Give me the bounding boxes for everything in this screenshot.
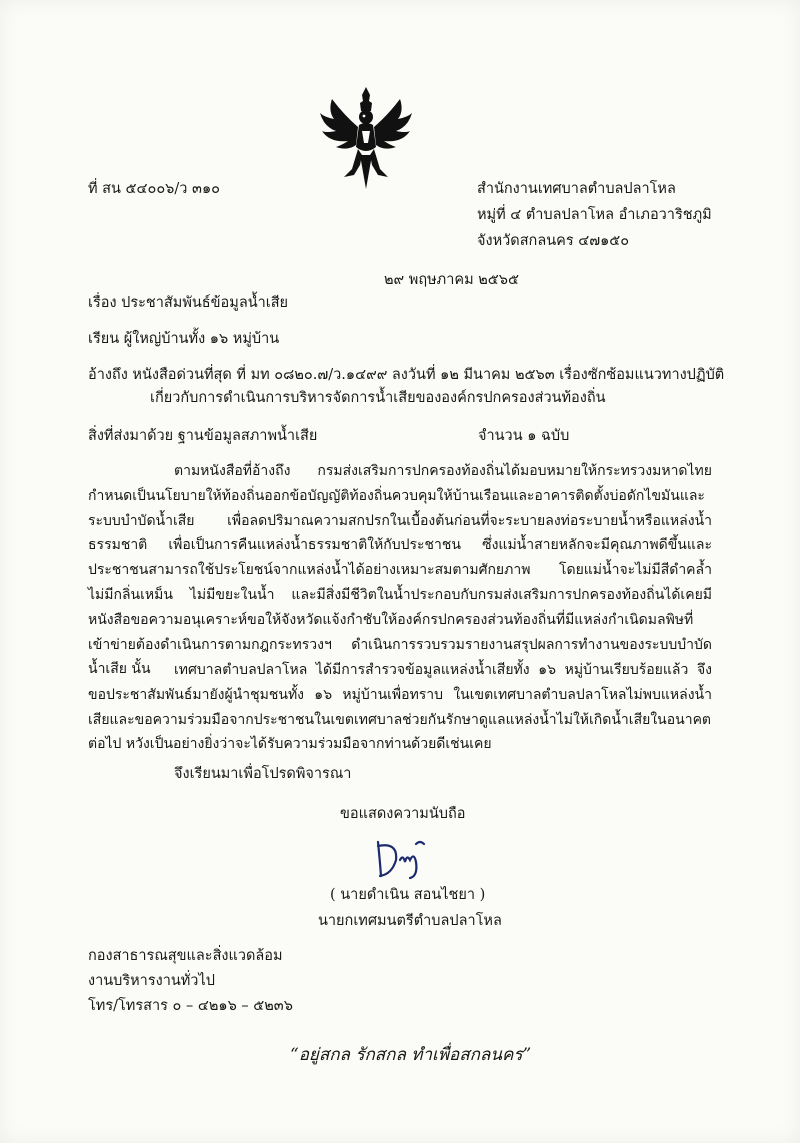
- enclosure-label: สิ่งที่ส่งมาด้วย ฐานข้อมูลสภาพน้ำเสีย: [88, 428, 318, 444]
- office-line-1: สำนักงานเทศบาลตำบลปลาโหล: [477, 181, 676, 197]
- reference-line-2: เกี่ยวกับการดำเนินการบริหารจัดการน้ำเสียขององค์กรปกครองส่วนท้องถิ่น: [150, 390, 606, 406]
- signer-name: ( นายดำเนิน สอนไชยา ): [330, 887, 486, 903]
- closing-request: จึงเรียนมาเพื่อโปรดพิจารณา: [174, 766, 352, 782]
- subject-line: เรื่อง ประชาสัมพันธ์ข้อมูลน้ำเสีย: [88, 295, 289, 311]
- reference-number: ที่ สน ๕๔๐๐๖/ว ๓๑๐: [88, 181, 220, 197]
- signature-icon: [372, 836, 430, 882]
- letter-date: ๒๙ พฤษภาคม ๒๕๖๕: [384, 272, 519, 288]
- office-line-3: จังหวัดสกลนคร ๔๗๑๕๐: [477, 233, 630, 249]
- addressee-line: เรียน ผู้ใหญ่บ้านทั้ง ๑๖ หมู่บ้าน: [88, 331, 280, 347]
- footer-phone: โทร/โทรสาร ๐ – ๔๒๑๖ – ๕๒๓๖: [88, 998, 293, 1014]
- garuda-emblem-icon: [318, 85, 414, 191]
- office-line-2: หมู่ที่ ๔ ตำบลปลาโหล อำเภอวาริชภูมิ: [477, 207, 712, 223]
- regards-line: ขอแสดงความนับถือ: [340, 806, 466, 822]
- footer-department: กองสาธารณสุขและสิ่งแวดล้อม: [88, 948, 283, 964]
- footer-motto: “อยู่สกล รักสกล ทำเพื่อสกลนคร”: [290, 1045, 532, 1065]
- reference-line-1: อ้างถึง หนังสือด่วนที่สุด ที่ มท ๐๘๒๐.๗/ว.๑๔๙๙ ลงวันที่ ๑๒ มีนาคม ๒๕๖๓ เรื่องซักซ้อมแนวทางปฏิบัติ: [88, 367, 725, 383]
- enclosure-quantity: จำนวน ๑ ฉบับ: [478, 428, 570, 444]
- body-paragraph-1: ตามหนังสือที่อ้างถึง กรมส่งเสริมการปกครองท้องถิ่นได้มอบหมายให้กระทรวงมหาดไทยกำหนดเป็นนโยบายให้ท้องถิ่นออกข้อบัญญัติท้องถิ่นควบคุมให้บ้านเรือนและอาคารติดตั้งบ่อดักไขมันและระบบบำบัดน้ำเสีย เพื่อลดปริมาณความสกปรกในเบื้องต้นก่อนที่จะระบายลงท่อระบายน้ำหรือแหล่งน้ำธรรมชาติ เพื่อเป็นการคืนแหล่งน้ำธรรมชาติให้กับประชาชน ซึ่งแม่น้ำสายหลักจะมีคุณภาพดีขึ้นและประชาชนสามารถใช้ประโยชน์จากแหล่งน้ำได้อย่างเหมาะสมตามศักยภาพ โดยแม่น้ำจะไม่มีสีดำคล้ำ ไม่มีกลิ่นเหม็น ไม่มีขยะในน้ำ และมีสิ่งมีชีวิตในน้ำประกอบกับกรมส่งเสริมการปกครองท้องถิ่นได้เคยมีหนังสือขอความอนุเคราะห์ขอให้จังหวัดแจ้งกำชับให้องค์กรปกครองส่วนท้องถิ่นที่มีแหล่งกำเนิดมลพิษที่เข้าข่ายต้องดำเนินการตามกฎกระทรวงฯ ดำเนินการรวบรวมรายงานสรุปผลการทำงานของระบบบำบัดน้ำเสีย นั้น: [88, 463, 712, 678]
- footer-section: งานบริหารงานทั่วไป: [88, 973, 215, 989]
- signer-title: นายกเทศมนตรีตำบลปลาโหล: [318, 913, 502, 929]
- body-paragraph-2: เทศบาลตำบลปลาโหล ได้มีการสำรวจข้อมูลแหล่งน้ำเสียทั้ง ๑๖ หมู่บ้านเรียบร้อยแล้ว จึงขอประชาสัมพันธ์มายังผู้นำชุมชนทั้ง ๑๖ หมู่บ้านเพื่อทราบ ในเขตเทศบาลตำบลปลาโหลไม่พบแหล่งน้ำเสียและขอความร่วมมือจากประชาชนในเขตเทศบาลช่วยกันรักษาดูแลแหล่งน้ำไม่ให้เกิดน้ำเสียในอนาคตต่อไป หวังเป็นอย่างยิ่งว่าจะได้รับความร่วมมือจากท่านด้วยดีเช่นเคย: [88, 662, 712, 753]
